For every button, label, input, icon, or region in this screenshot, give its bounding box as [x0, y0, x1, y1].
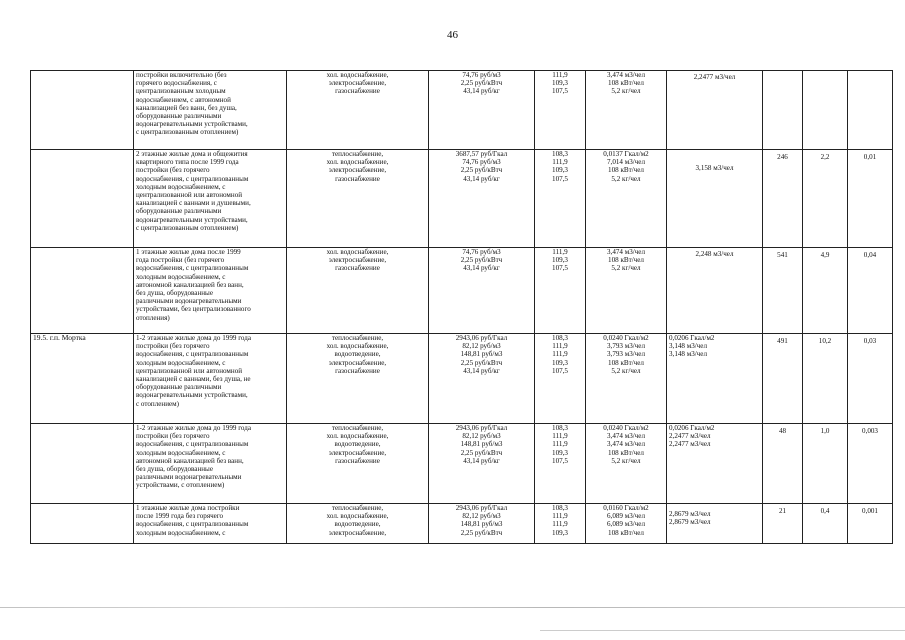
- cell-line: теплоснабжение,: [331, 334, 384, 342]
- cell-line: хол. водоснабжение,: [326, 342, 389, 351]
- cell-line: холодным водоснабжением, с: [136, 358, 226, 367]
- cell-line: 2,25 руб/кВтч: [460, 358, 503, 367]
- cell-line: 2,25 руб/кВтч: [460, 79, 503, 88]
- cell-line: водоснабжения, с централизованным: [136, 174, 249, 183]
- row-norms-new: [667, 424, 763, 504]
- cell-line: года постройки (без горячего: [136, 256, 225, 265]
- row-services: [287, 150, 429, 248]
- cell-line: 111,9: [552, 71, 568, 79]
- cell-line: электроснабжение,: [328, 79, 387, 88]
- cell-line: 82,12 руб/м3: [462, 512, 501, 521]
- row-settlement: [31, 71, 134, 150]
- cell-line: 2,8679 м3/чел: [669, 510, 711, 518]
- row-description: [134, 424, 287, 504]
- cell-line: 2943,06 руб/Гкал: [455, 334, 508, 342]
- cell-line: хол. водоснабжение,: [326, 512, 389, 521]
- cell-line: постройки (без горячего: [136, 432, 210, 441]
- cell-line: 3,158 м3/чел: [695, 164, 734, 172]
- page-number: 46: [447, 29, 458, 41]
- row-norms: [586, 71, 667, 150]
- row-description: [134, 334, 287, 424]
- row-share: 0,001: [848, 504, 893, 544]
- cell-line: водоснабжением, с автономной: [136, 95, 231, 104]
- cell-line: 2,2477 м3/чел: [669, 440, 711, 449]
- row-count: 491: [763, 334, 803, 424]
- cell-line: 3,793 м3/чел: [607, 350, 645, 359]
- cell-line: различными водонагревательными: [136, 473, 242, 482]
- row-area: 0,4: [803, 504, 848, 544]
- cell-line: холодным водоснабжением, с: [136, 182, 226, 191]
- cell-line: газоснабжение: [335, 174, 380, 183]
- row-count: [763, 71, 803, 150]
- cell-line: 1 этажные жилые дома постройки: [136, 504, 240, 512]
- row-index: [535, 248, 586, 334]
- cell-line: электроснабжение,: [328, 528, 387, 537]
- cell-line: с централизованным отоплением): [136, 223, 239, 232]
- cell-line: 3,474 м3/чел: [607, 432, 645, 441]
- cell-line: 111,9: [552, 342, 568, 351]
- row-services: [287, 248, 429, 334]
- cell-line: постройки включительно (без: [136, 71, 227, 79]
- cell-line: 6,089 м3/чел: [607, 512, 645, 521]
- row-description: [134, 248, 287, 334]
- table-row: [31, 424, 893, 504]
- cell-line: хол. водоснабжение,: [326, 432, 389, 441]
- cell-line: 5,2 кг/чел: [611, 264, 641, 273]
- cell-line: 5,2 кг/чел: [611, 456, 641, 465]
- cell-line: 74,76 руб/м3: [462, 71, 501, 79]
- cell-line: оборудованные различными: [136, 383, 222, 392]
- cell-line: 111,9: [552, 440, 568, 449]
- row-norms-new: [667, 71, 763, 150]
- cell-line: 108,3: [552, 424, 568, 432]
- cell-line: холодным водоснабжением, с: [136, 448, 226, 457]
- cell-line: централизованной или автономной: [136, 191, 243, 200]
- table-row: [31, 150, 893, 248]
- cell-line: канализацией без ванн, без душа,: [136, 103, 237, 112]
- cell-line: 107,5: [552, 456, 568, 465]
- row-tariffs: [429, 334, 535, 424]
- cell-line: 111,9: [552, 350, 568, 359]
- row-norms: [586, 334, 667, 424]
- cell-line: 107,5: [552, 174, 568, 183]
- cell-line: 43,14 руб/кг: [463, 456, 500, 465]
- cell-line: 7,014 м3/чел: [607, 158, 645, 167]
- table-row: [31, 248, 893, 334]
- row-area: 10,2: [803, 334, 848, 424]
- row-area: 1,0: [803, 424, 848, 504]
- cell-line: 109,3: [552, 528, 568, 537]
- cell-line: хол. водоснабжение,: [326, 158, 389, 167]
- row-settlement: [31, 248, 134, 334]
- cell-line: 109,3: [552, 79, 568, 88]
- cell-line: газоснабжение: [335, 366, 380, 375]
- cell-line: 2,248 м3/чел: [695, 250, 734, 258]
- cell-line: отопления): [136, 313, 170, 322]
- cell-line: 3,474 м3/чел: [607, 71, 645, 79]
- cell-line: 111,9: [552, 520, 568, 529]
- table-row: [31, 71, 893, 150]
- row-settlement: [31, 424, 134, 504]
- cell-line: горячего водоснабжения, с: [136, 79, 217, 88]
- cell-line: водоснабжения, с централизованным: [136, 350, 249, 359]
- cell-line: после 1999 года без горячего: [136, 512, 224, 521]
- cell-line: 2,25 руб/кВтч: [460, 448, 503, 457]
- cell-line: водонагревательными устройствами,: [136, 391, 248, 400]
- row-share: 0,003: [848, 424, 893, 504]
- cell-line: 2,25 руб/кВтч: [460, 528, 503, 537]
- cell-line: 43,14 руб/кг: [463, 264, 500, 273]
- cell-line: квартирного типа после 1999 года: [136, 158, 239, 167]
- row-count: 246: [763, 150, 803, 248]
- cell-line: канализацией с ваннами и душевыми,: [136, 199, 251, 208]
- cell-line: 107,5: [552, 264, 568, 273]
- row-tariffs: [429, 71, 535, 150]
- cell-line: 111,9: [552, 512, 568, 521]
- cell-line: с отоплением): [136, 399, 180, 408]
- cell-line: 5,2 кг/чел: [611, 174, 641, 183]
- row-description: [134, 150, 287, 248]
- cell-line: автономной канализацией без ванн,: [136, 456, 244, 465]
- row-norms: [586, 424, 667, 504]
- row-tariffs: [429, 150, 535, 248]
- cell-line: водоотведение,: [334, 350, 381, 359]
- row-index: [535, 150, 586, 248]
- cell-line: 108,3: [552, 504, 568, 512]
- cell-line: 0,0206 Гкал/м2: [669, 334, 715, 342]
- cell-line: 111,9: [552, 432, 568, 441]
- row-settlement: [31, 150, 134, 248]
- cell-line: 109,3: [552, 448, 568, 457]
- cell-line: холодным водоснабжением, с: [136, 528, 226, 537]
- cell-line: 2,25 руб/кВтч: [460, 166, 503, 175]
- cell-line: водонагревательными устройствами,: [136, 120, 248, 129]
- cell-line: водоснабжения, с централизованным: [136, 520, 249, 529]
- row-services: [287, 424, 429, 504]
- cell-line: 108 кВт/чел: [608, 166, 644, 175]
- cell-line: 109,3: [552, 166, 568, 175]
- cell-line: хол. водоснабжение,: [326, 248, 389, 256]
- cell-line: 1 этажные жилые дома после 1999: [136, 248, 241, 256]
- row-index: [535, 424, 586, 504]
- row-description: [134, 71, 287, 150]
- cell-line: 107,5: [552, 87, 568, 96]
- row-index: [535, 334, 586, 424]
- cell-line: 6,089 м3/чел: [607, 520, 645, 529]
- scan-artifact-line: [540, 630, 905, 631]
- cell-line: оборудованные различными: [136, 207, 222, 216]
- cell-line: 5,2 кг/чел: [611, 366, 641, 375]
- cell-line: 43,14 руб/кг: [463, 174, 500, 183]
- row-area: 2,2: [803, 150, 848, 248]
- cell-line: водоотведение,: [334, 520, 381, 529]
- cell-line: 74,76 руб/м3: [462, 158, 501, 167]
- cell-line: 108 кВт/чел: [608, 79, 644, 88]
- row-index: [535, 504, 586, 544]
- cell-line: газоснабжение: [335, 87, 380, 96]
- cell-line: с централизованным отоплением): [136, 128, 239, 137]
- row-norms-new: [667, 248, 763, 334]
- tariff-table: [30, 70, 893, 544]
- cell-line: 3,474 м3/чел: [607, 248, 645, 256]
- cell-line: устройствами, с отоплением): [136, 481, 225, 490]
- row-settlement: [31, 504, 134, 544]
- cell-line: электроснабжение,: [328, 256, 387, 265]
- cell-line: 82,12 руб/м3: [462, 342, 501, 351]
- cell-line: 5,2 кг/чел: [611, 87, 641, 96]
- cell-line: хол. водоснабжение,: [326, 71, 389, 79]
- row-share: [848, 71, 893, 150]
- row-tariffs: [429, 504, 535, 544]
- cell-line: газоснабжение: [335, 456, 380, 465]
- cell-line: теплоснабжение,: [331, 504, 384, 512]
- cell-line: различными водонагревательными: [136, 297, 242, 306]
- cell-line: 108 кВт/чел: [608, 528, 644, 537]
- row-count: 541: [763, 248, 803, 334]
- cell-line: 3,148 м3/чел: [669, 350, 707, 359]
- table-row: [31, 504, 893, 544]
- row-description: [134, 504, 287, 544]
- cell-line: 2943,06 руб/Гкал: [455, 504, 508, 512]
- cell-line: 2,25 руб/кВтч: [460, 256, 503, 265]
- cell-line: централизованной или автономной: [136, 366, 243, 375]
- cell-line: канализацией с ваннами, без душа, не: [136, 375, 251, 384]
- cell-line: водоснабжения, с централизованным: [136, 264, 249, 273]
- row-area: 4,9: [803, 248, 848, 334]
- row-share: 0,01: [848, 150, 893, 248]
- row-norms-new: [667, 504, 763, 544]
- cell-line: 111,9: [552, 248, 568, 256]
- cell-line: 109,3: [552, 358, 568, 367]
- cell-line: 108 кВт/чел: [608, 256, 644, 265]
- row-tariffs: [429, 248, 535, 334]
- cell-line: 148,81 руб/м3: [460, 520, 503, 529]
- cell-line: газоснабжение: [335, 264, 380, 273]
- cell-line: 3687,57 руб/Гкал: [455, 150, 508, 158]
- cell-line: электроснабжение,: [328, 166, 387, 175]
- cell-line: оборудованные различными: [136, 112, 222, 121]
- cell-line: 2943,06 руб/Гкал: [455, 424, 508, 432]
- cell-line: без душа, оборудованные: [136, 289, 213, 298]
- row-services: [287, 334, 429, 424]
- row-count: 48: [763, 424, 803, 504]
- cell-line: 111,9: [552, 158, 568, 167]
- row-norms: [586, 150, 667, 248]
- cell-line: электроснабжение,: [328, 358, 387, 367]
- cell-line: 107,5: [552, 366, 568, 375]
- cell-line: 2,2477 м3/чел: [669, 432, 711, 441]
- cell-line: 108 кВт/чел: [608, 448, 644, 457]
- cell-line: без душа, оборудованные: [136, 465, 213, 474]
- cell-line: 3,793 м3/чел: [607, 342, 645, 351]
- cell-line: 43,14 руб/кг: [463, 366, 500, 375]
- cell-line: автономной канализацией без ванн,: [136, 280, 244, 289]
- cell-line: холодным водоснабжением, с: [136, 272, 226, 281]
- row-area: [803, 71, 848, 150]
- cell-line: устройствами, без централизованного: [136, 305, 251, 314]
- cell-line: 108,3: [552, 150, 568, 158]
- row-settlement: 19.5. г.п. Мортка: [31, 334, 134, 424]
- cell-line: 148,81 руб/м3: [460, 440, 503, 449]
- cell-line: 74,76 руб/м3: [462, 248, 501, 256]
- cell-line: централизованным холодным: [136, 87, 226, 96]
- cell-line: 109,3: [552, 256, 568, 265]
- cell-line: 0,0160 Гкал/м2: [603, 504, 649, 512]
- row-services: [287, 71, 429, 150]
- cell-line: постройки (без горячего: [136, 166, 210, 175]
- row-tariffs: [429, 424, 535, 504]
- cell-line: 2 этажные жилые дома и общежития: [136, 150, 248, 158]
- cell-line: 3,474 м3/чел: [607, 440, 645, 449]
- row-count: 21: [763, 504, 803, 544]
- row-norms: [586, 248, 667, 334]
- cell-line: водонагревательными устройствами,: [136, 215, 248, 224]
- table-row: [31, 334, 893, 424]
- row-norms-new: [667, 334, 763, 424]
- cell-line: 0,0137 Гкал/м2: [603, 150, 649, 158]
- cell-line: водоснабжения, с централизованным: [136, 440, 249, 449]
- cell-line: 2,2477 м3/чел: [693, 73, 736, 81]
- cell-line: 3,148 м3/чел: [669, 342, 707, 351]
- cell-line: теплоснабжение,: [331, 424, 384, 432]
- cell-line: 2,8679 м3/чел: [669, 518, 711, 527]
- cell-line: 148,81 руб/м3: [460, 350, 503, 359]
- cell-line: 108 кВт/чел: [608, 358, 644, 367]
- cell-line: 0,0206 Гкал/м2: [669, 424, 715, 432]
- cell-line: 82,12 руб/м3: [462, 432, 501, 441]
- cell-line: 1-2 этажные жилые дома до 1999 года: [136, 424, 252, 432]
- row-services: [287, 504, 429, 544]
- row-share: 0,04: [848, 248, 893, 334]
- cell-line: 43,14 руб/кг: [463, 87, 500, 96]
- row-norms: [586, 504, 667, 544]
- cell-line: 0,0240 Гкал/м2: [603, 334, 649, 342]
- scan-artifact-line: [0, 607, 905, 608]
- row-index: [535, 71, 586, 150]
- cell-line: электроснабжение,: [328, 448, 387, 457]
- cell-line: 108,3: [552, 334, 568, 342]
- cell-line: 1-2 этажные жилые дома до 1999 года: [136, 334, 252, 342]
- row-share: 0,03: [848, 334, 893, 424]
- cell-line: водоотведение,: [334, 440, 381, 449]
- cell-line: 0,0240 Гкал/м2: [603, 424, 649, 432]
- cell-line: постройки (без горячего: [136, 342, 210, 351]
- row-norms-new: [667, 150, 763, 248]
- cell-line: теплоснабжение,: [331, 150, 384, 158]
